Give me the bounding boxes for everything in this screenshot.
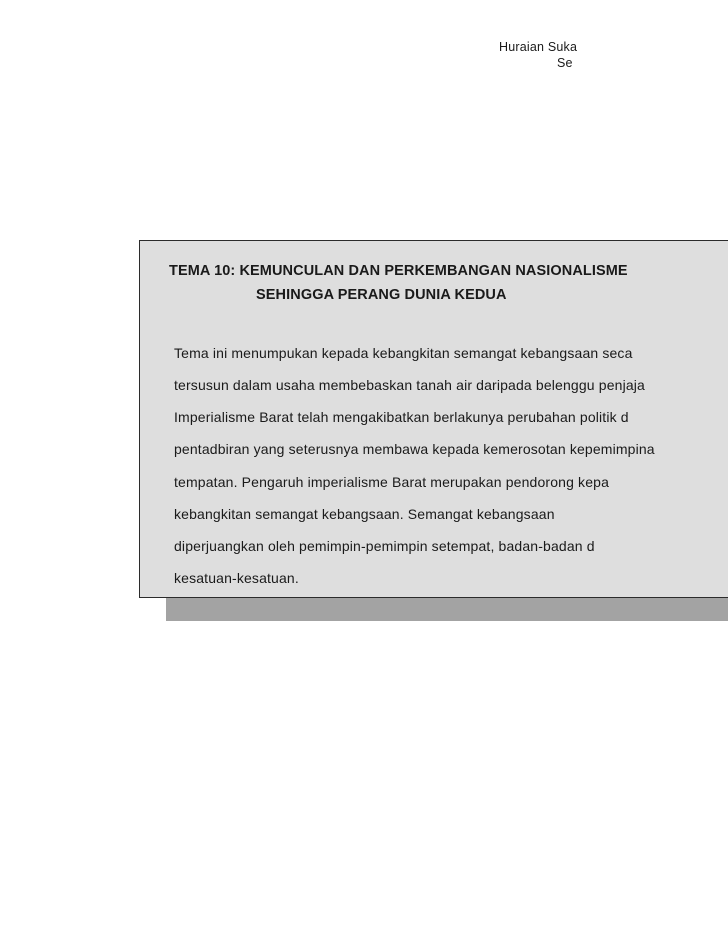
paragraph-line-1: Tema ini menumpukan kepada kebangkitan semangat kebangsaan seca	[174, 345, 633, 361]
paragraph-line-2: tersusun dalam usaha membebaskan tanah air daripada belenggu penjaja	[174, 377, 645, 393]
theme-box	[139, 240, 728, 598]
paragraph-line-4: pentadbiran yang seterusnya membawa kepada kemerosotan kepemimpina	[174, 441, 655, 457]
theme-title-line-2: SEHINGGA PERANG DUNIA KEDUA	[256, 287, 507, 303]
header-text-line-1: Huraian Suka	[499, 40, 578, 54]
paragraph-line-8: kesatuan-kesatuan.	[174, 570, 299, 586]
paragraph-line-3: Imperialisme Barat telah mengakibatkan berlakunya perubahan politik d	[174, 409, 629, 425]
paragraph-line-7: diperjuangkan oleh pemimpin-pemimpin setempat, badan-badan d	[174, 538, 595, 554]
theme-title-line-1: TEMA 10: KEMUNCULAN DAN PERKEMBANGAN NASIONALISME	[169, 263, 628, 279]
header-text-line-2: Se	[557, 56, 573, 70]
paragraph-line-6: kebangkitan semangat kebangsaan. Semangat kebangsaan	[174, 506, 555, 522]
paragraph-line-5: tempatan. Pengaruh imperialisme Barat merupakan pendorong kepa	[174, 474, 610, 490]
